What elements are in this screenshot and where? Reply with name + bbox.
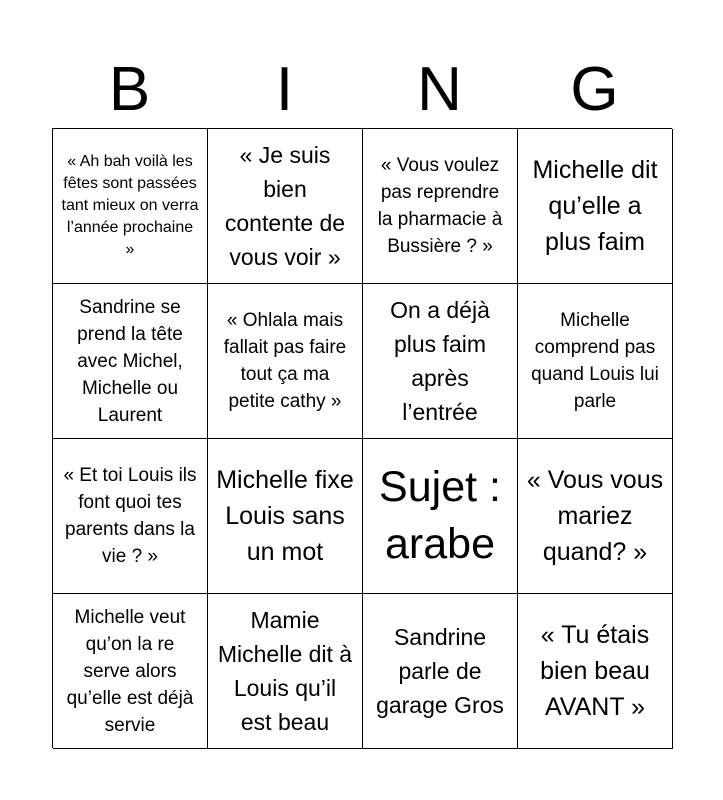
bingo-cell-r2c2[interactable] [208,284,363,439]
bingo-cell-text: « Tu étais bien beau AVANT » [540,621,650,721]
bingo-cell-r4c2[interactable] [208,594,363,749]
bingo-cell-r1c1[interactable] [53,129,208,284]
bingo-cell-r1c4[interactable] [518,129,673,284]
bingo-cell-text: « Vous vous mariez quand? » [526,466,664,566]
bingo-grid [52,128,672,748]
bingo-cell-text: « Je suis bien contente de vous voir » [224,142,346,270]
bingo-cell-r3c4[interactable] [518,439,673,594]
bingo-cell-text: « Ohlala mais fallait pas faire tout ça ma petite cathy » [223,310,347,412]
bingo-cell-text: Mamie Michelle dit à Louis qu’il est beau [217,607,353,735]
bingo-cell-text: Michelle dit qu’elle a plus faim [532,156,658,256]
bingo-cell-free-center[interactable] [363,439,518,594]
bingo-cell-r3c2[interactable] [208,439,363,594]
header-letter-n: N [417,55,462,124]
bingo-cell-r2c3[interactable] [363,284,518,439]
bingo-cell-r2c4[interactable] [518,284,673,439]
header-letter-b: B [108,55,151,124]
bingo-header [52,52,672,128]
bingo-cell-text: « Vous voulez pas reprendre la pharmacie à Bussière ? » [377,155,503,257]
bingo-cell-text: On a déjà plus faim après l’entrée [390,297,490,425]
header-letter-i: I [275,55,294,124]
bingo-cell-text: Michelle veut qu’on la re serve alors qu’elle est déjà servie [66,606,194,736]
bingo-cell-r2c1[interactable] [53,284,208,439]
bingo-cell-text: Sandrine parle de garage Gros [376,624,504,718]
bingo-cell-text: « Ah bah voilà les fêtes sont passées tant mieux on verra l’année prochaine » [61,153,199,258]
bingo-cell-text: Michelle fixe Louis sans un mot [216,466,354,566]
bingo-cell-text: Michelle comprend pas quand Louis lui parle [531,310,659,412]
bingo-cell-r3c1[interactable] [53,439,208,594]
bingo-cell-r1c2[interactable] [208,129,363,284]
bingo-cell-r1c3[interactable] [363,129,518,284]
bingo-cell-text: Sandrine se prend la tête avec Michel, Michelle ou Laurent [77,296,183,426]
header-letter-g: G [570,55,619,124]
bingo-cell-text: Sujet : arabe [379,463,501,568]
bingo-cell-r4c3[interactable] [363,594,518,749]
bingo-cell-r4c1[interactable] [53,594,208,749]
bingo-cell-r4c4[interactable] [518,594,673,749]
bingo-cell-text: « Et toi Louis ils font quoi tes parents dans la vie ? » [63,465,197,567]
